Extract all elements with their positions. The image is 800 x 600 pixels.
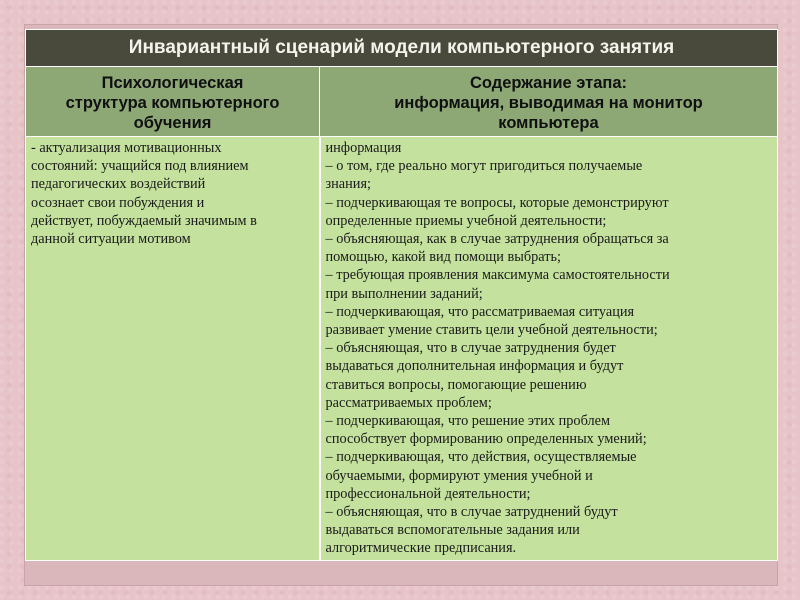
col1-text-line: действует, побуждаемый значимым в — [31, 212, 257, 229]
col2-text-line: – о том, где реально могут пригодиться получаемые — [325, 158, 643, 175]
col2-text-line: знания; — [325, 176, 371, 193]
col2-text-line: рассматриваемых проблем; — [325, 394, 492, 411]
col2-text-line: развивает умение ставить цели учебной деятельности; — [325, 322, 658, 339]
col1-text-line: состояний: учащийся под влиянием — [31, 158, 249, 175]
col1-header — [26, 67, 320, 137]
col2-header-line: информация, выводимая на монитор — [394, 94, 703, 112]
col2-text-line: – подчеркивающая те вопросы, которые демонстрируют — [325, 194, 669, 211]
col1-header-line: структура компьютерного — [65, 94, 280, 112]
col1-text-line: педагогических воздействий — [31, 176, 206, 193]
col2-text-line: выдаваться вспомогательные задания или — [325, 522, 580, 539]
col2-header-line: Содержание этапа: — [469, 74, 628, 92]
col2-text-line: ставиться вопросы, помогающие решению — [325, 376, 587, 393]
col2-text-line: определенные приемы учебной деятельности; — [325, 212, 607, 229]
col2-text-line: – объясняющая, что в случае затруднений будут — [325, 504, 618, 521]
col2-text-line: – объясняющая, как в случае затруднения обращаться за — [325, 231, 669, 248]
col2-header-line: компьютера — [498, 114, 599, 132]
scenario-table — [25, 29, 778, 561]
col2-text-line: – подчеркивающая, что решение этих проблем — [325, 413, 611, 430]
table-title: Инвариантный сценарий модели компьютерного занятия — [26, 30, 778, 67]
col2-text-line: обучаемыми, формируют умения учебной и — [325, 467, 593, 484]
col1-header-line: Психологическая — [101, 74, 244, 92]
col2-text-line: информация — [325, 140, 402, 156]
col1-text-line: - актуализация мотивационных — [31, 140, 222, 156]
col1-text-line: данной ситуации мотивом — [31, 231, 191, 248]
col1-header-line: обучения — [133, 114, 212, 132]
col1-body — [26, 137, 320, 561]
col1-text-line: осознает свои побуждения и — [31, 194, 205, 211]
col2-text-line: – объясняющая, что в случае затруднения будет — [325, 340, 616, 357]
col2-text-line: выдаваться дополнительная информация и будут — [325, 358, 624, 375]
col2-text-line: профессиональной деятельности; — [325, 485, 531, 502]
col2-text-line: – требующая проявления максимума самостоятельности — [325, 267, 670, 284]
col2-text-line: – подчеркивающая, что рассматриваемая ситуация — [325, 303, 635, 320]
col2-text-line: при выполнении заданий; — [325, 285, 483, 302]
col2-body — [320, 137, 778, 561]
col2-text-line: алгоритмические предписания. — [325, 540, 517, 557]
col2-header — [320, 67, 778, 137]
col2-text-line: – подчеркивающая, что действия, осуществляемые — [325, 449, 637, 466]
col2-text-line: помощью, какой вид помощи выбрать; — [325, 249, 561, 266]
col2-text-line: способствует формированию определенных умений; — [325, 431, 647, 448]
